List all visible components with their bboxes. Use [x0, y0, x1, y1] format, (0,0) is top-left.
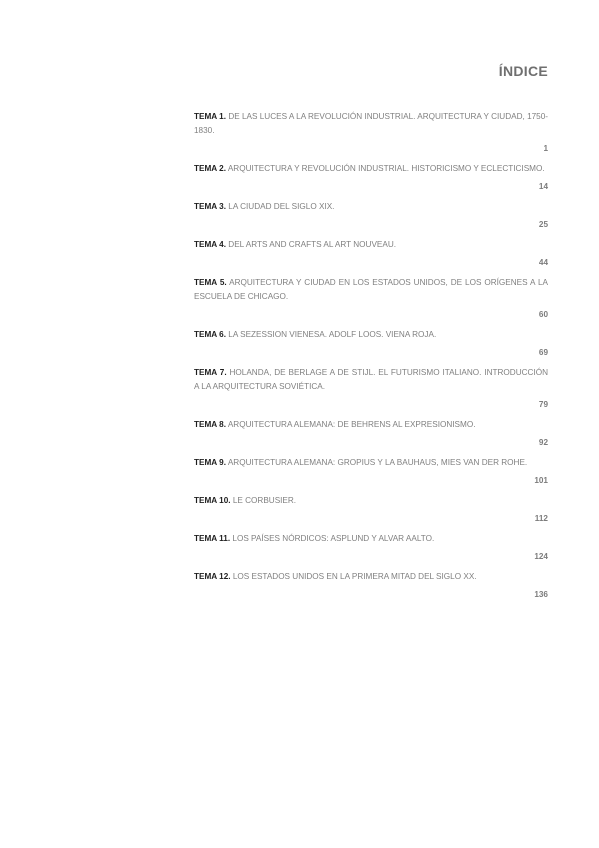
toc-entry-title: HOLANDA, DE BERLAGE A DE STIJL. EL FUTURISMO ITALIANO. INTRODUCCIÓN A LA ARQUITECTURA SOVIÉTICA.	[194, 368, 548, 391]
toc-entry-title: DEL ARTS AND CRAFTS AL ART NOUVEAU.	[228, 240, 397, 249]
toc-entry-title: ARQUITECTURA ALEMANA: DE BEHRENS AL EXPRESIONISMO.	[227, 420, 476, 429]
table-of-contents	[194, 110, 548, 602]
toc-entry-label: TEMA 6.	[194, 330, 226, 339]
toc-entry-label: TEMA 12.	[194, 572, 231, 581]
toc-entry	[194, 570, 548, 602]
toc-entry-title: LOS ESTADOS UNIDOS EN LA PRIMERA MITAD DEL SIGLO XX.	[232, 572, 477, 581]
toc-entry-text-block	[194, 494, 548, 508]
toc-entry-label: TEMA 3.	[194, 202, 226, 211]
toc-entry-page-number: 44	[538, 258, 548, 267]
toc-entry-page-number: 60	[538, 310, 548, 319]
toc-entry-page-number: 112	[534, 514, 548, 523]
toc-entry-text-block	[194, 532, 548, 546]
toc-entry-title: DE LAS LUCES A LA REVOLUCIÓN INDUSTRIAL. ARQUITECTURA Y CIUDAD, 1750-1830.	[194, 112, 549, 135]
toc-entry-page-number: 69	[538, 348, 548, 357]
toc-entry-page-number: 1	[543, 144, 548, 153]
toc-entry-title: LA SEZESSION VIENESA. ADOLF LOOS. VIENA ROJA.	[228, 330, 437, 339]
toc-entry-text-block	[194, 162, 548, 176]
toc-entry-label: TEMA 8.	[194, 420, 226, 429]
page-title: ÍNDICE	[498, 63, 548, 79]
toc-entry-title: ARQUITECTURA ALEMANA: GROPIUS Y LA BAUHAUS, MIES VAN DER ROHE.	[227, 458, 528, 467]
toc-entry-text-block	[194, 570, 548, 584]
toc-entry	[194, 418, 548, 450]
toc-entry-label: TEMA 5.	[194, 278, 227, 287]
toc-entry-label: TEMA 2.	[194, 164, 226, 173]
toc-entry-text-block	[194, 238, 548, 252]
toc-entry-title: LA CIUDAD DEL SIGLO XIX.	[228, 202, 335, 211]
toc-entry-page-number: 101	[534, 476, 548, 485]
toc-entry	[194, 456, 548, 488]
toc-entry-page-number: 92	[538, 438, 548, 447]
toc-entry-label: TEMA 7.	[194, 368, 227, 377]
toc-entry-label: TEMA 4.	[194, 240, 226, 249]
toc-entry	[194, 162, 548, 194]
toc-entry-title: ARQUITECTURA Y REVOLUCIÓN INDUSTRIAL. HISTORICISMO Y ECLECTICISMO.	[227, 164, 545, 173]
toc-entry-title: LE CORBUSIER.	[232, 496, 297, 505]
toc-entry-page-number: 136	[534, 590, 548, 599]
toc-entry-page-number: 14	[538, 182, 548, 191]
toc-entry	[194, 532, 548, 564]
toc-entry-text-block	[194, 418, 548, 432]
toc-entry-text-block	[194, 328, 548, 342]
toc-entry-text-block	[194, 366, 548, 394]
toc-entry-label: TEMA 9.	[194, 458, 226, 467]
toc-entry	[194, 276, 548, 322]
toc-entry-text-block	[194, 456, 548, 470]
toc-entry-title: ARQUITECTURA Y CIUDAD EN LOS ESTADOS UNIDOS, DE LOS ORÍGENES A LA ESCUELA DE CHICAGO.	[194, 278, 548, 301]
toc-entry-text-block	[194, 200, 548, 214]
toc-entry-text-block	[194, 276, 548, 304]
toc-entry	[194, 200, 548, 232]
toc-entry-page-number: 124	[534, 552, 548, 561]
toc-entry	[194, 328, 548, 360]
toc-entry-label: TEMA 1.	[194, 112, 227, 121]
toc-entry-title: LOS PAÍSES NÓRDICOS: ASPLUND Y ALVAR AALTO.	[232, 534, 435, 543]
toc-entry-page-number: 25	[538, 220, 548, 229]
toc-entry	[194, 494, 548, 526]
toc-entry-label: TEMA 11.	[194, 534, 231, 543]
toc-entry	[194, 238, 548, 270]
toc-entry	[194, 366, 548, 412]
toc-entry	[194, 110, 548, 156]
toc-entry-text-block	[194, 110, 548, 138]
toc-entry-label: TEMA 10.	[194, 496, 231, 505]
toc-entry-page-number: 79	[538, 400, 548, 409]
